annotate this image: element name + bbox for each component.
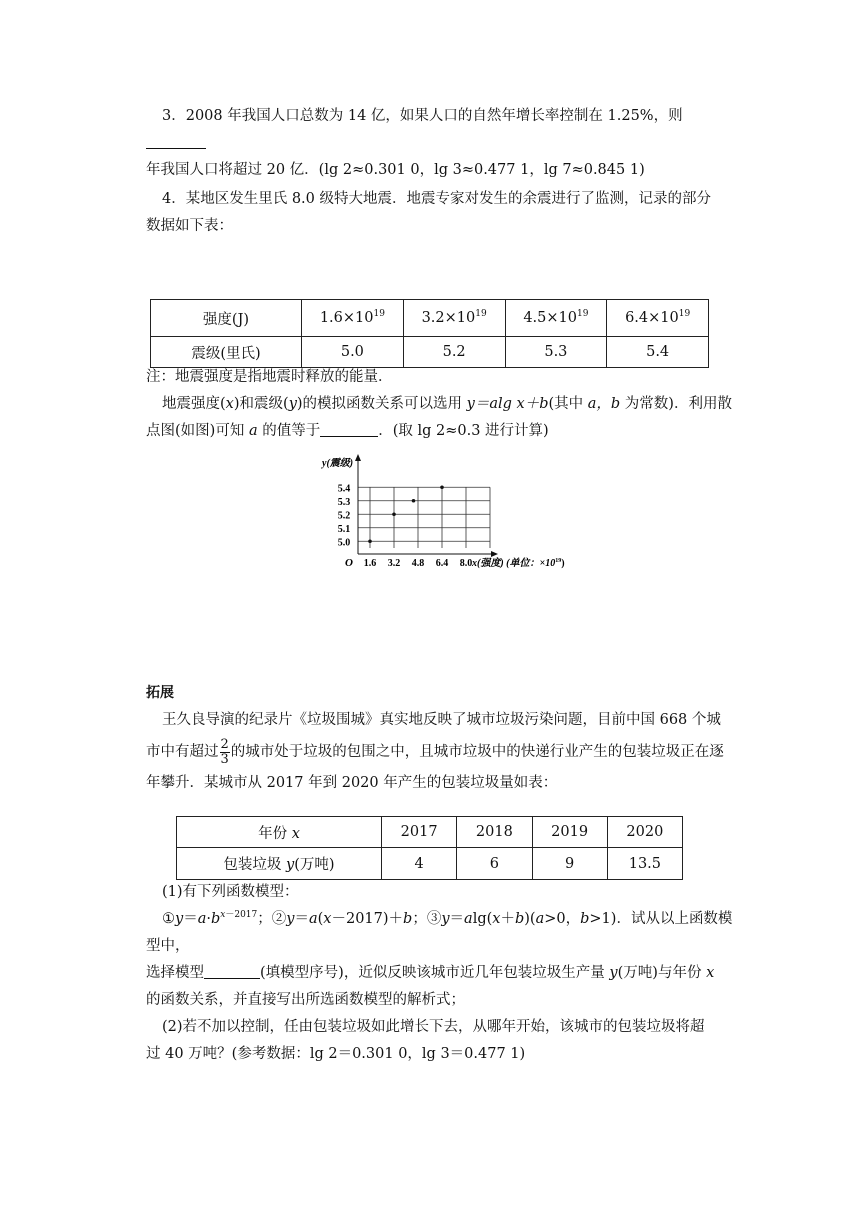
ext-line1: 王久良导演的纪录片《垃圾围城》真实地反映了城市垃圾污染问题，目前中国 668 个城 xyxy=(162,712,721,728)
origin-label: O xyxy=(345,557,353,569)
q2-line2: 过 40 万吨？(参考数据：lg 2＝0.301 0，lg 3＝0.477 1) xyxy=(146,1046,526,1062)
table-note: 注：地震强度是指地震时释放的能量． xyxy=(146,369,393,385)
y-tick-label: 5.3 xyxy=(337,496,351,508)
answer-blank[interactable] xyxy=(320,422,378,437)
question-4-text xyxy=(146,364,736,445)
table-cell: 2017 xyxy=(382,817,457,848)
table-cell: 2019 xyxy=(532,817,607,848)
question-4 xyxy=(146,186,736,240)
q3-line2: 年我国人口将超过 20 亿．(lg 2≈0.301 0，lg 3≈0.477 1，lg 7≈0.845 1) xyxy=(146,162,645,178)
earthquake-table xyxy=(150,299,709,368)
x-tick-label: 8.0 xyxy=(459,558,473,569)
q2-line1: (2)若不加以控制，任由包装垃圾如此增长下去，从哪年开始，该城市的包装垃圾将超 xyxy=(162,1019,705,1035)
table-cell: 2020 xyxy=(607,817,682,848)
q4-line1: 4．某地区发生里氏 8.0 级特大地震．地震专家对发生的余震进行了监测，记录的部分 xyxy=(162,191,712,207)
data-point xyxy=(392,512,396,516)
table-cell: $4.5\times 10^{19}$ xyxy=(505,300,607,337)
fraction: $\frac{2}{3}$ xyxy=(220,736,229,767)
table-cell: $3.2\times 10^{19}$ xyxy=(403,300,505,337)
table-cell: 5.3 xyxy=(505,337,607,368)
ext-line2: 市中有超过 $\frac{2}{3}$ 的城市处于垃圾的包围之中，且城市垃圾中的快递行业产生的包装垃圾正在逐 xyxy=(146,736,724,767)
table-cell: 5.0 xyxy=(302,337,404,368)
table-header-cell: 年份 x xyxy=(177,817,382,848)
table-header-cell: 震级(里氏) xyxy=(151,337,302,368)
x-tick-label: 4.8 xyxy=(411,558,425,569)
table-cell: 13.5 xyxy=(607,848,682,880)
table-cell: 5.2 xyxy=(403,337,505,368)
q4-text-line1: 地震强度(x)和震级(y)的模拟函数关系可以选用 y＝alg x＋b(其中 a，b 为常数)．利用散 xyxy=(162,396,732,412)
x-tick-label: 3.2 xyxy=(387,558,401,569)
data-point xyxy=(440,485,444,489)
table-cell: $6.4\times 10^{19}$ xyxy=(607,300,709,337)
q1-line3: 的函数关系，并直接写出所选函数模型的解析式； xyxy=(146,992,465,1008)
table-cell: 4 xyxy=(382,848,457,880)
y-tick-label: 5.4 xyxy=(337,483,351,495)
table-header-cell: 包装垃圾 y(万吨) xyxy=(177,848,382,880)
table-cell: 2018 xyxy=(457,817,532,848)
x-tick-label: 1.6 xyxy=(363,558,377,569)
y-axis-label: y(震级) xyxy=(322,458,354,469)
q1-line2: 选择模型 (填模型序号)，近似反映该城市近几年包装垃圾生产量 y(万吨)与年份 x xyxy=(146,965,715,981)
table-cell: $1.6\times 10^{19}$ xyxy=(302,300,404,337)
extension-questions xyxy=(146,879,736,1068)
data-point xyxy=(412,499,416,503)
q1-title: (1)有下列函数模型： xyxy=(162,884,299,900)
y-tick-label: 5.2 xyxy=(337,510,351,522)
x-axis-arrow xyxy=(491,551,498,557)
data-point xyxy=(368,539,372,543)
q3-line1: 3．2008 年我国人口总数为 14 亿，如果人口的自然年增长率控制在 1.25%，则 xyxy=(162,108,683,124)
answer-blank[interactable] xyxy=(204,964,260,979)
table-cell: 6 xyxy=(457,848,532,880)
answer-blank[interactable] xyxy=(146,134,206,149)
y-tick-label: 5.1 xyxy=(337,523,351,535)
y-tick-label: 5.0 xyxy=(337,537,351,549)
table-header-cell: 强度(J) xyxy=(151,300,302,337)
garbage-table xyxy=(176,816,683,880)
q1-models: $①y=a\cdot b^{x-2017}$；②y＝a(x－2017)＋b；③y＝alg(x＋b)(a>0，b>1)．试从以上函数模型中， xyxy=(146,910,733,954)
ext-line3: 年攀升．某城市从 2017 年到 2020 年产生的包装垃圾量如表： xyxy=(146,775,558,791)
section-title: 拓展 xyxy=(146,685,174,701)
x-axis-label: x(强度) (单位：$\times 10^{19}$) xyxy=(472,558,565,569)
table-cell: 9 xyxy=(532,848,607,880)
y-axis-arrow xyxy=(355,454,361,461)
q4-line2: 数据如下表： xyxy=(146,218,233,234)
x-tick-label: 6.4 xyxy=(435,558,449,569)
q4-text-line2: 点图(如图)可知 a 的值等于 ．(取 lg 2≈0.3 进行计算) xyxy=(146,423,549,439)
scatter-chart xyxy=(306,452,606,572)
question-3 xyxy=(146,103,736,184)
extension-section xyxy=(146,680,736,797)
table-cell: 5.4 xyxy=(607,337,709,368)
